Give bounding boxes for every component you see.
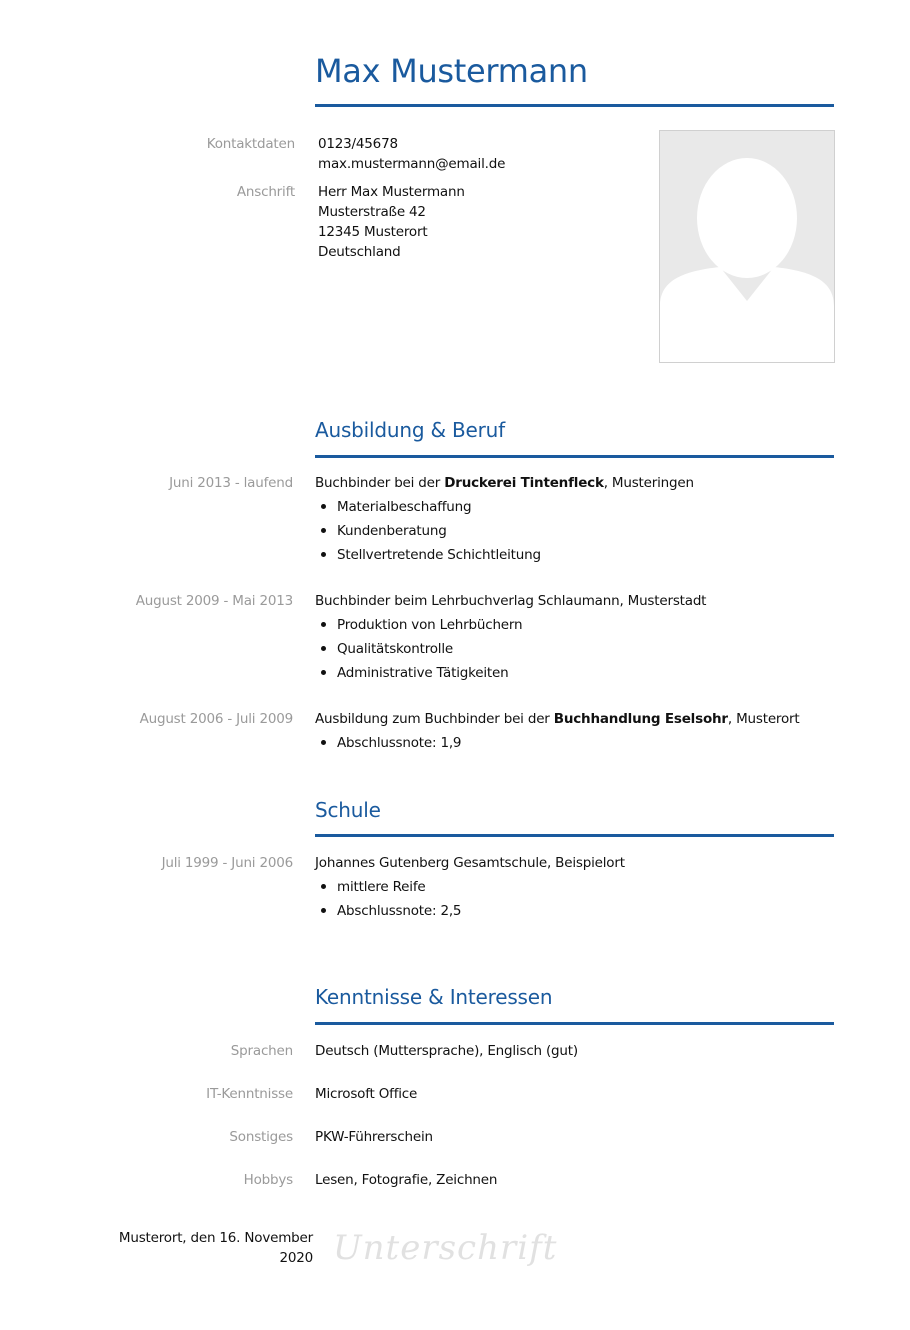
entry-title-text: Ausbildung zum Buchbinder bei der xyxy=(315,711,554,727)
section-divider xyxy=(315,1022,834,1025)
entry-date: August 2006 - Juli 2009 xyxy=(139,711,293,727)
address-line: Herr Max Mustermann xyxy=(318,184,465,200)
list-item: mittlere Reife xyxy=(315,875,461,899)
entry-title xyxy=(315,473,694,493)
skill-value: Lesen, Fotografie, Zeichnen xyxy=(315,1172,498,1188)
skill-label: IT-Kenntnisse xyxy=(206,1086,293,1102)
entry-bullets xyxy=(315,613,522,685)
list-item: Administrative Tätigkeiten xyxy=(315,661,522,685)
skill-value: Microsoft Office xyxy=(315,1086,418,1102)
skill-value: PKW-Führerschein xyxy=(315,1129,433,1145)
address-line: Musterstraße 42 xyxy=(318,204,426,220)
entry-employer: Buchhandlung Eselsohr xyxy=(553,711,728,727)
profile-photo xyxy=(659,130,835,363)
list-item: Materialbeschaffung xyxy=(315,495,541,519)
address-line: Deutschland xyxy=(318,244,401,260)
list-item: Abschlussnote: 2,5 xyxy=(315,899,461,923)
candidate-name: Max Mustermann xyxy=(315,52,588,90)
entry-title: Johannes Gutenberg Gesamtschule, Beispielort xyxy=(315,855,625,871)
place-date-line: 2020 xyxy=(279,1250,313,1266)
email-address: max.mustermann@email.de xyxy=(318,156,506,172)
entry-date: August 2009 - Mai 2013 xyxy=(135,593,293,609)
list-item: Qualitätskontrolle xyxy=(315,637,522,661)
entry-location: , Musteringen xyxy=(603,475,694,491)
list-item: Produktion von Lehrbüchern xyxy=(315,613,522,637)
header-divider xyxy=(315,104,834,107)
entry-location: , Musterort xyxy=(727,711,800,727)
phone-number: 0123/45678 xyxy=(318,136,398,152)
section-title-school: Schule xyxy=(315,798,381,822)
section-title-skills: Kenntnisse & Interessen xyxy=(315,985,553,1009)
person-placeholder-icon xyxy=(660,131,834,362)
section-divider xyxy=(315,455,834,458)
address-block xyxy=(318,182,465,262)
entry-title-text: Buchbinder bei der xyxy=(315,475,445,491)
list-item: Stellvertretende Schichtleitung xyxy=(315,543,541,567)
entry-bullets xyxy=(315,875,461,923)
place-date xyxy=(113,1228,313,1268)
signature: Unterschrift xyxy=(333,1228,558,1268)
entry-bullets xyxy=(315,731,461,755)
list-item: Kundenberatung xyxy=(315,519,541,543)
skill-label: Sprachen xyxy=(230,1043,293,1059)
list-item: Abschlussnote: 1,9 xyxy=(315,731,461,755)
skill-label: Hobbys xyxy=(243,1172,293,1188)
skill-label: Sonstiges xyxy=(229,1129,293,1145)
section-divider xyxy=(315,834,834,837)
address-label: Anschrift xyxy=(236,184,295,200)
entry-employer: Druckerei Tintenfleck xyxy=(444,475,604,491)
entry-title xyxy=(315,709,799,729)
skill-value: Deutsch (Muttersprache), Englisch (gut) xyxy=(315,1043,578,1059)
entry-date: Juli 1999 - Juni 2006 xyxy=(161,855,293,871)
section-title-career: Ausbildung & Beruf xyxy=(315,418,506,442)
entry-title: Buchbinder beim Lehrbuchverlag Schlaumann, Musterstadt xyxy=(315,593,707,609)
place-date-line: Musterort, den 16. November xyxy=(118,1230,313,1246)
entry-date: Juni 2013 - laufend xyxy=(169,475,293,491)
contact-label: Kontaktdaten xyxy=(206,136,295,152)
address-line: 12345 Musterort xyxy=(318,224,428,240)
entry-bullets xyxy=(315,495,541,567)
